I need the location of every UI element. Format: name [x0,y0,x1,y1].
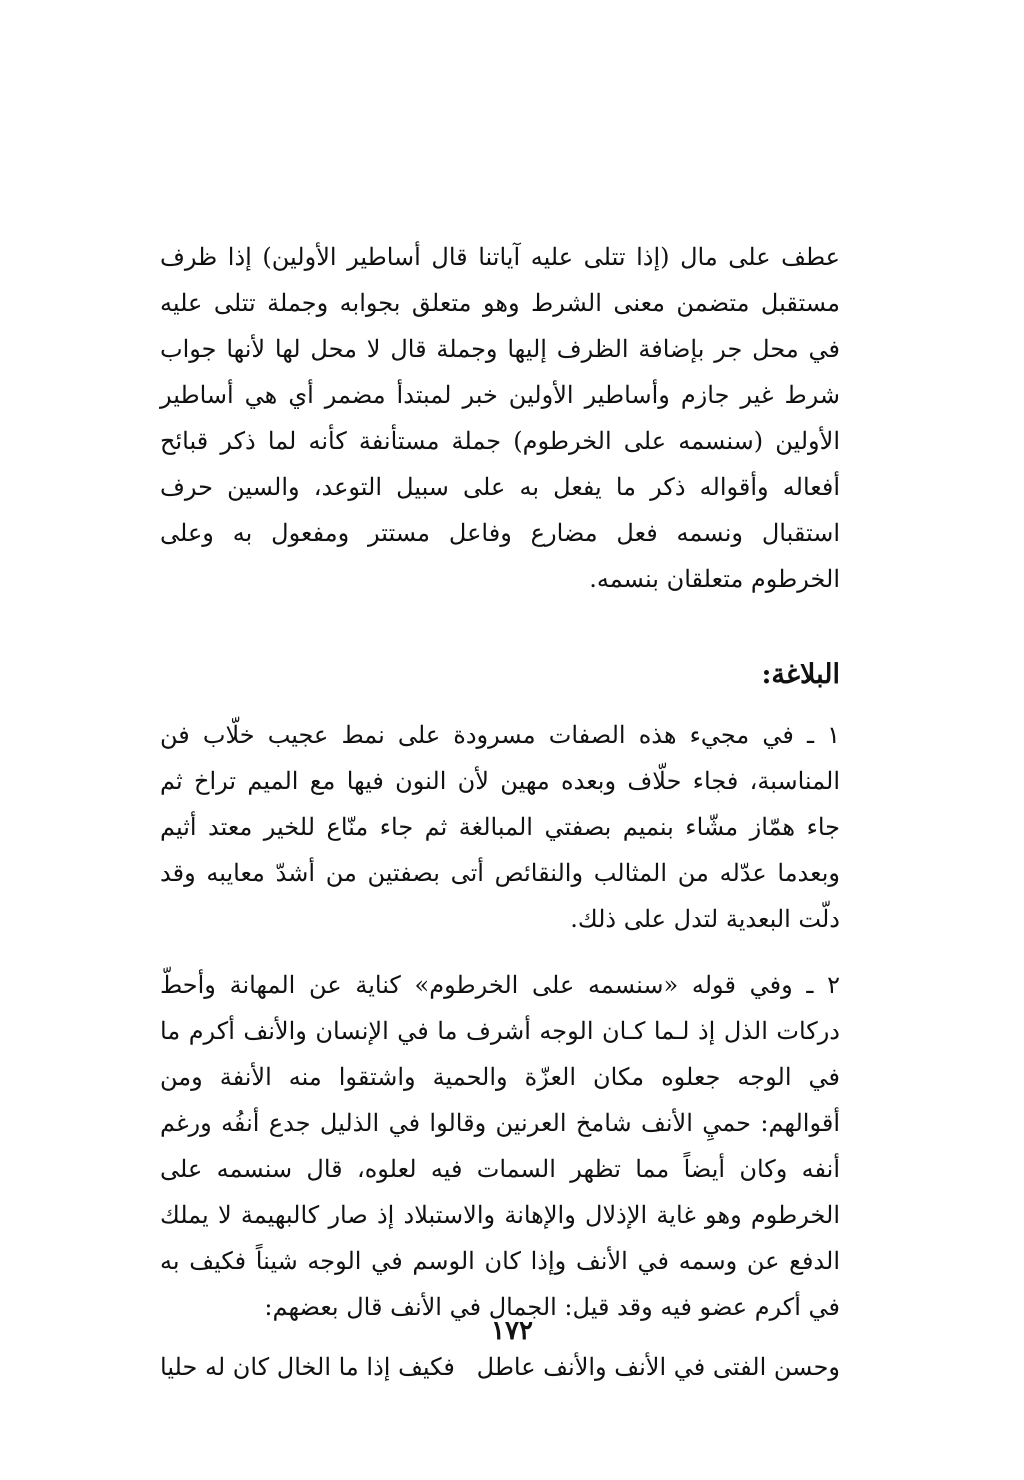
rhetoric-point-one: ١ ـ في مجيء هذه الصفات مسرودة على نمط عجيب خلّاب فن المناسبة، فجاء حلّاف وبعده مهين لأن النون فيها مع الميم تراخ ثم جاء همّاز مشّاء بنميم بصفتي المبالغة ثم جاء منّاع للخير معتد أثيم وبعدما عدّله من المثالب والنقائص أتى بصفتين من أشدّ معايبه وقد دلّت البعدية لتدل على ذلك. [160,721,840,933]
poetry-verse [160,1344,840,1390]
rhetoric-point-two: ٢ ـ وفي قوله «سنسمه على الخرطوم» كناية عن المهانة وأحطّ دركات الذل إذ لـما كـان الوجه أشرف ما في الإنسان والأنف أكرم ما في الوجه جعلوه مكان العزّة والحمية واشتقوا منه الأنفة ومن أقوالهم: حميِ الأنف شامخ العرنين وقالوا في الذليل جدع أنفُه ورغم أنفه وكان أيضاً مما تظهر السمات فيه لعلوه، قال سنسمه على الخرطوم وهو غاية الإذلال والإهانة والاستبلاد إذ صار كالبهيمة لا يملك الدفع عن وسمه في الأنف وإذا كان الوسم في الوجه شيناً فكيف به في أكرم عضو فيه وقد قيل: الجمال في الأنف قال بعضهم: [160,971,840,1321]
intro-paragraph: عطف على مال (إذا تتلى عليه آياتنا قال أساطير الأولين) إذا ظرف مستقبل متضمن معنى الشرط وهو متعلق بجوابه وجملة تتلى عليه في محل جر بإضافة الظرف إليها وجملة قال لا محل لها لأنها جواب شرط غير جازم وأساطير الأولين خبر لمبتدأ مضمر أي هي أساطير الأولين (سنسمه على الخرطوم) جملة مستأنفة كأنه لما ذكر قبائح أفعاله وأقواله ذكر ما يفعل به على سبيل التوعد، والسين حرف استقبال ونسمه فعل مضارع وفاعل مستتر ومفعول به وعلى الخرطوم متعلقان بنسمه. [160,243,840,593]
page-number: ١٧٢ [491,1316,533,1346]
section-heading: البلاغة: [761,659,840,690]
verse-second-hemistich: فكيف إذا ما الخال كان له حليا [160,1353,455,1381]
verse-first-hemistich: وحسن الفتى في الأنف والأنف عاطل [476,1353,840,1381]
document-body [160,234,840,1390]
